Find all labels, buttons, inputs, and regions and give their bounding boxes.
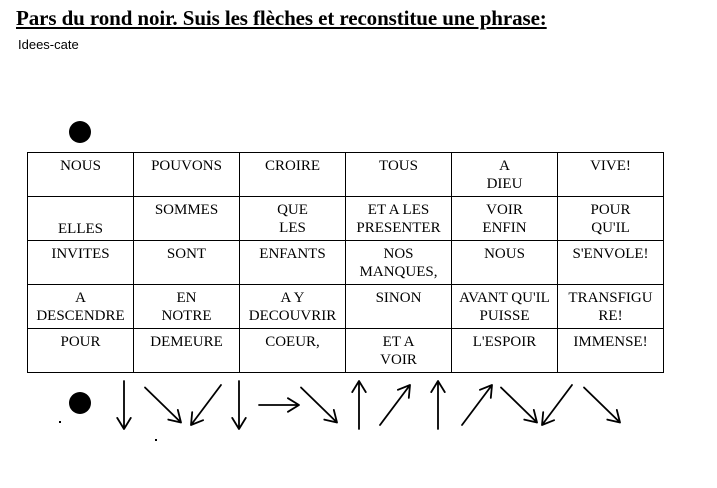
word-grid <box>27 152 664 373</box>
grid-cell-word: VIVE! <box>590 158 631 174</box>
grid-row <box>28 241 664 285</box>
grid-cell-word: COEUR, <box>265 334 320 350</box>
grid-cell-word: POUR <box>60 334 101 350</box>
grid-cell <box>346 197 452 241</box>
arrow-sequence <box>0 370 717 450</box>
grid-cell <box>240 241 346 285</box>
grid-cell-word: CROIRE <box>264 158 320 174</box>
grid-cell <box>240 329 346 373</box>
arrow-down-left-icon <box>542 385 572 425</box>
arrow-up-right-icon <box>462 385 492 425</box>
grid-cell <box>452 153 558 197</box>
grid-cell <box>240 285 346 329</box>
grid-cell <box>346 241 452 285</box>
grid-cell-word: NOS MANQUES, <box>359 246 438 280</box>
grid-cell <box>28 197 134 241</box>
grid-cell <box>452 329 558 373</box>
arrow-up-icon <box>352 381 366 429</box>
grid-cell-word: INVITES <box>51 246 110 262</box>
grid-cell <box>558 241 664 285</box>
grid-cell-word: QUE LES <box>277 202 308 236</box>
grid-cell <box>346 329 452 373</box>
grid-cell <box>558 153 664 197</box>
arrow-up-right-icon <box>380 385 410 425</box>
grid-cell <box>452 285 558 329</box>
grid-cell-word: POUVONS <box>151 158 222 174</box>
grid-row <box>28 285 664 329</box>
grid-cell-word: TRANSFIGU RE! <box>568 290 653 324</box>
grid-cell-word: VOIR ENFIN <box>482 202 527 236</box>
arrow-up-icon <box>431 381 445 429</box>
start-dot-icon <box>69 121 91 143</box>
arrow-down-right-icon <box>301 388 337 423</box>
grid-cell-word: AVANT QU'IL PUISSE <box>459 290 550 324</box>
grid-cell <box>346 153 452 197</box>
grid-cell-word: ET A LES PRESENTER <box>356 202 441 236</box>
grid-cell-word: SOMMES <box>154 202 219 218</box>
speck-mark <box>155 439 157 441</box>
grid-row <box>28 329 664 373</box>
grid-cell <box>452 241 558 285</box>
grid-cell <box>28 329 134 373</box>
grid-cell <box>558 329 664 373</box>
page-title: Pars du rond noir. Suis les flèches et reconstitue une phrase: <box>16 6 547 30</box>
grid-cell <box>240 153 346 197</box>
arrow-down-right-icon <box>501 388 537 423</box>
grid-cell <box>134 241 240 285</box>
grid-cell <box>558 197 664 241</box>
grid-cell <box>134 153 240 197</box>
grid-cell-word: SINON <box>375 290 422 306</box>
grid-cell <box>28 153 134 197</box>
grid-cell <box>28 285 134 329</box>
grid-cell-word: DEMEURE <box>150 334 223 350</box>
grid-cell-word: ELLES <box>58 221 103 237</box>
arrow-down-right-icon <box>145 388 181 423</box>
grid-cell-word: S'ENVOLE! <box>572 246 649 262</box>
grid-cell-word: NOUS <box>484 246 525 262</box>
grid-cell-word: A Y DECOUVRIR <box>248 290 337 324</box>
grid-cell <box>452 197 558 241</box>
grid-cell-word: TOUS <box>379 158 418 174</box>
grid-cell <box>558 285 664 329</box>
arrow-down-icon <box>117 381 131 429</box>
grid-cell <box>134 197 240 241</box>
grid-cell-word: ET A VOIR <box>380 334 417 368</box>
arrow-down-right-icon <box>584 388 620 423</box>
grid-cell-word: EN NOTRE <box>161 290 212 324</box>
grid-row <box>28 153 664 197</box>
grid-cell-word: A DIEU <box>486 158 523 192</box>
grid-cell-word: SONT <box>166 246 207 262</box>
grid-cell <box>240 197 346 241</box>
speck-mark <box>59 421 61 423</box>
grid-cell <box>346 285 452 329</box>
grid-cell-word: IMMENSE! <box>573 334 648 350</box>
grid-cell <box>28 241 134 285</box>
grid-cell <box>134 285 240 329</box>
grid-cell-word: A DESCENDRE <box>36 290 125 324</box>
source-label: Idees-cate <box>18 37 79 52</box>
grid-row <box>28 197 664 241</box>
arrow-right-icon <box>259 398 299 412</box>
grid-cell-word: ENFANTS <box>259 246 326 262</box>
grid-cell-word: POUR QU'IL <box>590 202 631 236</box>
grid-cell-word: NOUS <box>60 158 101 174</box>
arrow-down-left-icon <box>191 385 221 425</box>
arrow-down-icon <box>232 381 246 429</box>
grid-cell-word: L'ESPOIR <box>472 334 537 350</box>
grid-cell <box>134 329 240 373</box>
